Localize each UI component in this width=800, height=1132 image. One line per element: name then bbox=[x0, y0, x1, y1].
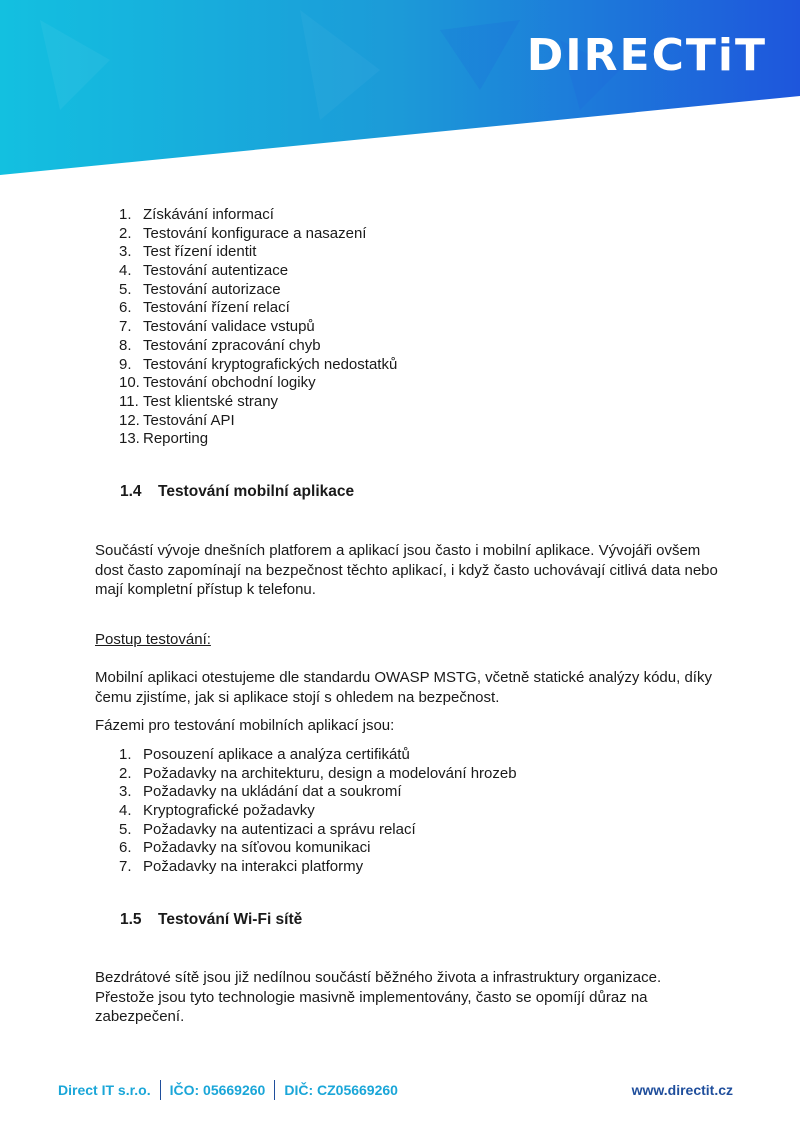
web-testing-phases-list bbox=[95, 206, 397, 449]
company-logo: DIRECTiT bbox=[526, 30, 767, 81]
list-item: 1. Posouzení aplikace a analýza certifikátů bbox=[119, 746, 410, 763]
list-item: 3. Test řízení identit bbox=[119, 243, 257, 261]
list-item: 12. Testování API bbox=[119, 411, 235, 429]
list-item: 6. Požadavky na síťovou komunikaci bbox=[119, 839, 371, 857]
list-item: 2. Požadavky na architekturu, design a modelování hrozeb bbox=[119, 764, 517, 782]
header-gradient-shape bbox=[0, 0, 800, 180]
list-item: 13. Reporting bbox=[119, 430, 209, 448]
list-item: 7. Testování validace vstupů bbox=[119, 318, 315, 336]
list-item: 4. Kryptografické požadavky bbox=[119, 802, 315, 820]
list-item: 4. Testování autentizace bbox=[119, 262, 289, 280]
page-footer bbox=[58, 1080, 733, 1100]
list-item: 8. Testování zpracování chyb bbox=[119, 336, 321, 354]
list-item: 10. Testování obchodní logiky bbox=[119, 374, 316, 392]
footer-website-link[interactable]: www.directit.cz bbox=[631, 1082, 733, 1098]
list-item: 5. Požadavky na autentizaci a správu relací bbox=[119, 820, 416, 838]
list-item: 5. Testování autorizace bbox=[119, 280, 281, 298]
footer-divider bbox=[274, 1080, 275, 1100]
footer-divider bbox=[160, 1080, 161, 1100]
page-header-banner bbox=[0, 0, 800, 180]
mobile-testing-phases-list bbox=[95, 746, 517, 877]
list-item: 6. Testování řízení relací bbox=[119, 299, 290, 317]
list-item: 7. Požadavky na interakci platformy bbox=[119, 858, 364, 876]
procedure-label: Postup testování: bbox=[95, 631, 211, 648]
list-item: 2. Testování konfigurace a nasazení bbox=[119, 224, 367, 242]
section-heading-1-4: 1.4 Testování mobilní aplikace bbox=[120, 483, 355, 500]
list-item: 1. Získávání informací bbox=[119, 206, 274, 223]
section-heading-1-5: 1.5 Testování Wi-Fi sítě bbox=[120, 911, 303, 928]
list-item: 3. Požadavky na ukládání dat a soukromí bbox=[119, 783, 402, 801]
footer-company: Direct IT s.r.o. bbox=[58, 1082, 151, 1098]
list-item: 11. Test klientské strany bbox=[119, 392, 279, 410]
footer-ico: IČO: 05669260 bbox=[169, 1082, 266, 1098]
section-1-5-intro: Bezdrátové sítě jsou již nedílnou součástí běžného života a infrastruktury organizace. Přestože jsou tyto technologie masivně implementovány, často se opomíjí důraz na zabezpečení. bbox=[95, 969, 662, 1025]
phases-intro: Fázemi pro testování mobilních aplikací jsou: bbox=[95, 717, 395, 734]
section-1-4-intro: Součástí vývoje dnešních platforem a aplikací jsou často i mobilní aplikace. Vývojáři ovšem dost často zapomínají na bezpečnost těchto aplikací, i když často uchovávají citlivá data nebo mají kompletní přístup k telefonu. bbox=[95, 542, 718, 598]
footer-dic: DIČ: CZ05669260 bbox=[284, 1082, 398, 1098]
list-item: 9. Testování kryptografických nedostatků bbox=[119, 355, 398, 373]
procedure-text: Mobilní aplikaci otestujeme dle standardu OWASP MSTG, včetně statické analýzy kódu, díky čemu zjistíme, jak si aplikace stojí s ohledem na bezpečnost. bbox=[95, 669, 712, 706]
